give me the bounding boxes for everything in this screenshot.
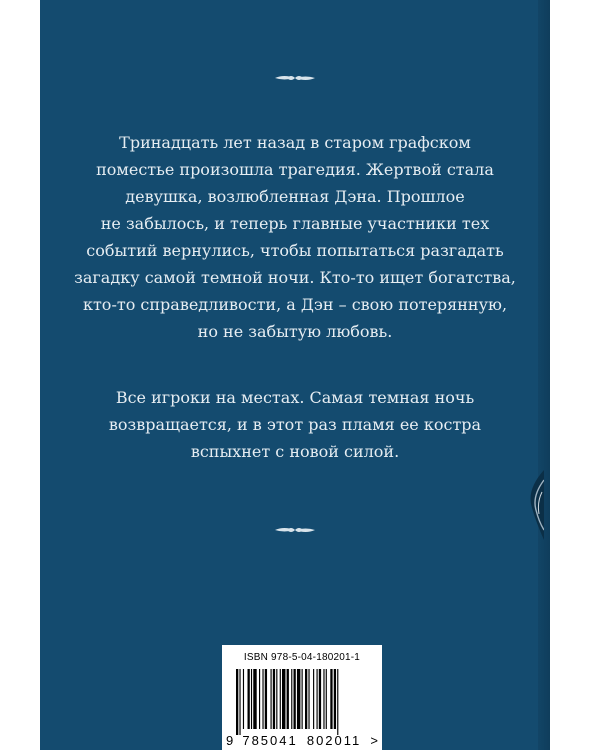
blurb-line: но не забытую любовь.	[197, 322, 393, 341]
blurb-line: Все игроки на местах. Самая темная ночь	[115, 388, 475, 407]
blurb-line: загадку самой темной ночи. Кто-то ищет богатства,	[74, 268, 516, 287]
isbn-barcode	[222, 645, 382, 750]
blurb-line: поместье произошла трагедия. Жертвой стала	[96, 160, 494, 179]
blurb-line: возвращается, и в этот раз пламя ее костра	[108, 415, 482, 434]
barcode-digit-first: 9	[226, 733, 234, 748]
book-back-cover	[40, 0, 550, 750]
blurb-paragraph-1	[40, 129, 550, 345]
blurb-paragraph-2	[40, 384, 550, 465]
barcode-digits	[226, 733, 378, 748]
blurb-line: Тринадцать лет назад в старом графском	[119, 133, 471, 152]
edge-decoration	[518, 470, 544, 540]
blurb-line: вспыхнет с новой силой.	[190, 442, 400, 461]
blurb-line: девушка, возлюбленная Дэна. Прошлое	[125, 187, 465, 206]
blurb-line: не забылось, и теперь главные участники тех	[100, 214, 490, 233]
blurb-line: кто-то справедливости, а Дэн – свою потерянную,	[82, 295, 508, 314]
barcode-digit-end: >	[370, 733, 378, 748]
isbn-number: ISBN 978-5-04-180201-1	[243, 652, 361, 663]
ornament-icon	[273, 524, 317, 536]
barcode-bars	[236, 669, 372, 735]
cover-edge	[538, 0, 550, 750]
barcode-digits-left: 785041	[242, 733, 298, 748]
blurb-line: событий вернулись, чтобы попытаться разгадать	[86, 241, 504, 260]
barcode-digits-right: 802011	[306, 733, 362, 748]
ornament-icon	[273, 72, 317, 84]
